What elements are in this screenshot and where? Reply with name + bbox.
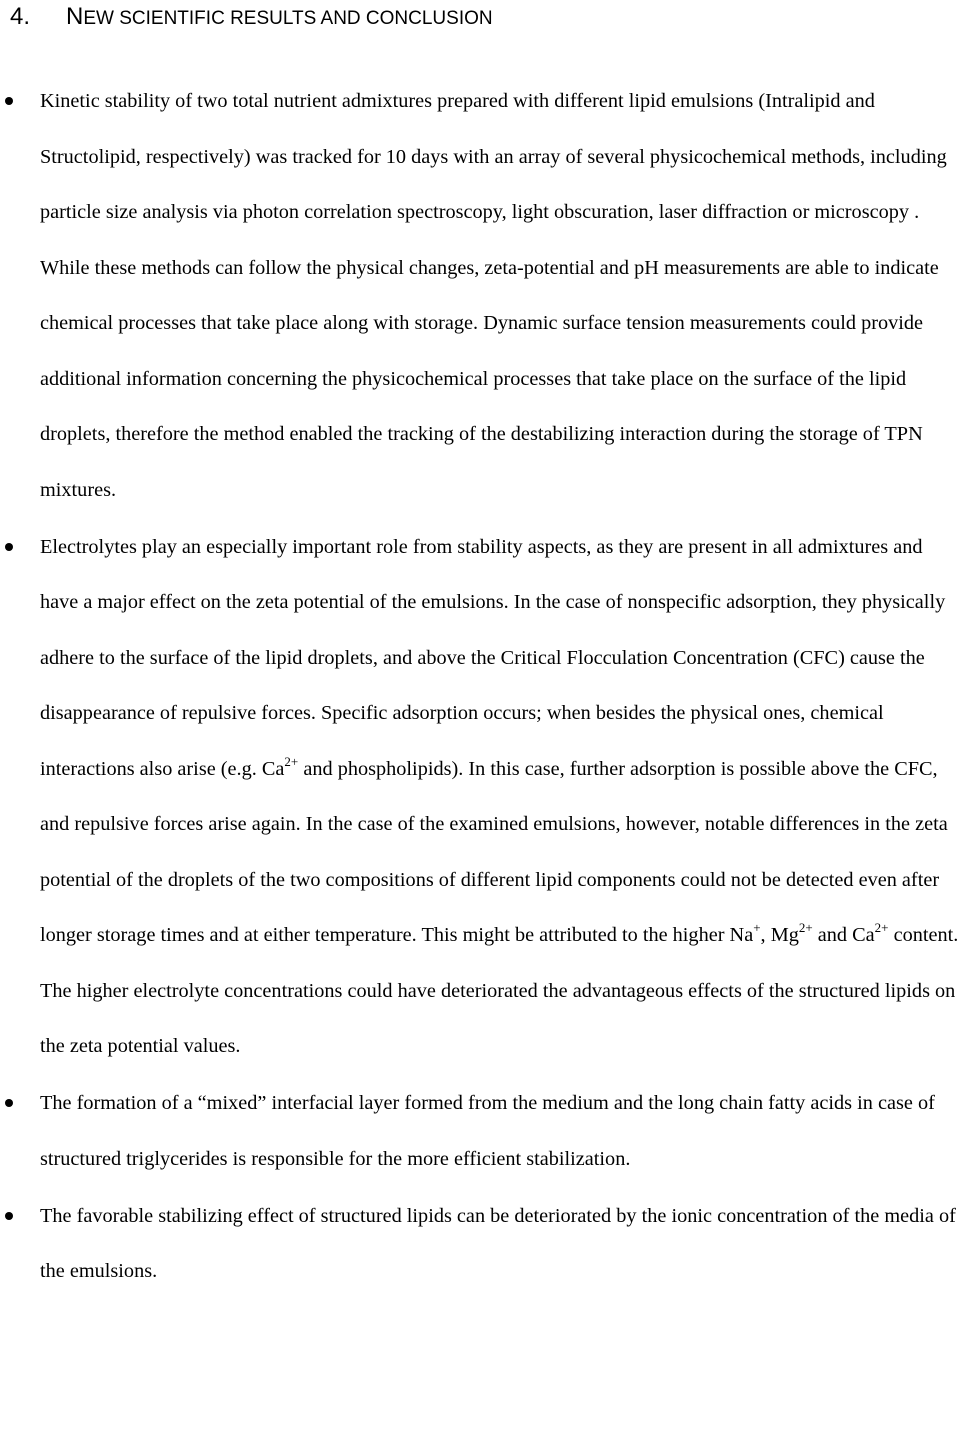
text-run: Electrolytes play an especially important role from stability aspects, as they are present in all admixtures and have a major effect on the zeta potential of the emulsions. In the case of nonspecific adsorption, they physically adhere to the surface of the lipid droplets, and above the Critical Flocculation Concentration (CFC) cause the disappearance of repulsive forces. Specific adsorption occurs; when besides the physical ones, chemical interactions also arise (e.g. Ca <box>40 535 946 780</box>
superscript: 2+ <box>874 920 889 936</box>
list-item-text: The favorable stabilizing effect of structured lipids can be deteriorated by the ionic concentration of the media of the emulsions. <box>40 1204 956 1282</box>
bullet-icon <box>5 97 13 105</box>
list-item-text <box>40 536 958 1058</box>
section-heading <box>10 2 493 34</box>
list-item-text: Kinetic stability of two total nutrient admixtures prepared with different lipid emulsions (Intralipid and Structolipid, respectively) was tracked for 10 days with an array of several physicochemical methods, including particle size analysis via photon correlation spectroscopy, light obscuration, laser diffraction or microscopy . While these methods can follow the physical changes, zeta-potential and pH measurements are able to indicate chemical processes that take place along with storage. Dynamic surface tension measurements could provide additional information concerning the physicochemical processes that take place on the surface of the lipid droplets, therefore the method enabled the tracking of the destabilizing interaction during the storage of TPN mixtures. <box>40 90 947 501</box>
section-number: 4. <box>10 3 31 30</box>
text-run: content. The higher electrolyte concentrations could have deteriorated the advantageous effects of the structured lipids on the zeta potential values. <box>40 924 959 1057</box>
list-item-stabilizing-effect <box>0 1189 960 1300</box>
text-run: , Mg <box>760 924 799 946</box>
list-item-text: The formation of a “mixed” interfacial layer formed from the medium and the long chain fatty acids in case of structured triglycerides is responsible for the more efficient stabilization. <box>40 1092 935 1170</box>
superscript: + <box>753 920 761 936</box>
bullet-icon <box>5 1099 13 1107</box>
heading-initial: N <box>66 3 84 30</box>
superscript: 2+ <box>284 753 299 769</box>
heading-rest: EW SCIENTIFIC RESULTS AND CONCLUSION <box>83 8 493 29</box>
superscript: 2+ <box>798 920 813 936</box>
conclusion-list <box>0 74 960 1301</box>
list-item-electrolytes <box>0 520 960 1075</box>
list-item-mixed-layer <box>0 1076 960 1187</box>
bullet-icon <box>5 1212 13 1220</box>
list-item-kinetic-stability <box>0 74 960 518</box>
bullet-icon <box>5 543 13 551</box>
text-run: and Ca <box>812 924 875 946</box>
text-run: and phospholipids). In this case, further adsorption is possible above the CFC, and repulsive forces arise again. In the case of the examined emulsions, however, notable differences in the zeta potential of the droplets of the two compositions of different lipid components could not be detected even after longer storage times and at either temperature. This might be attributed to the higher Na <box>40 757 948 946</box>
